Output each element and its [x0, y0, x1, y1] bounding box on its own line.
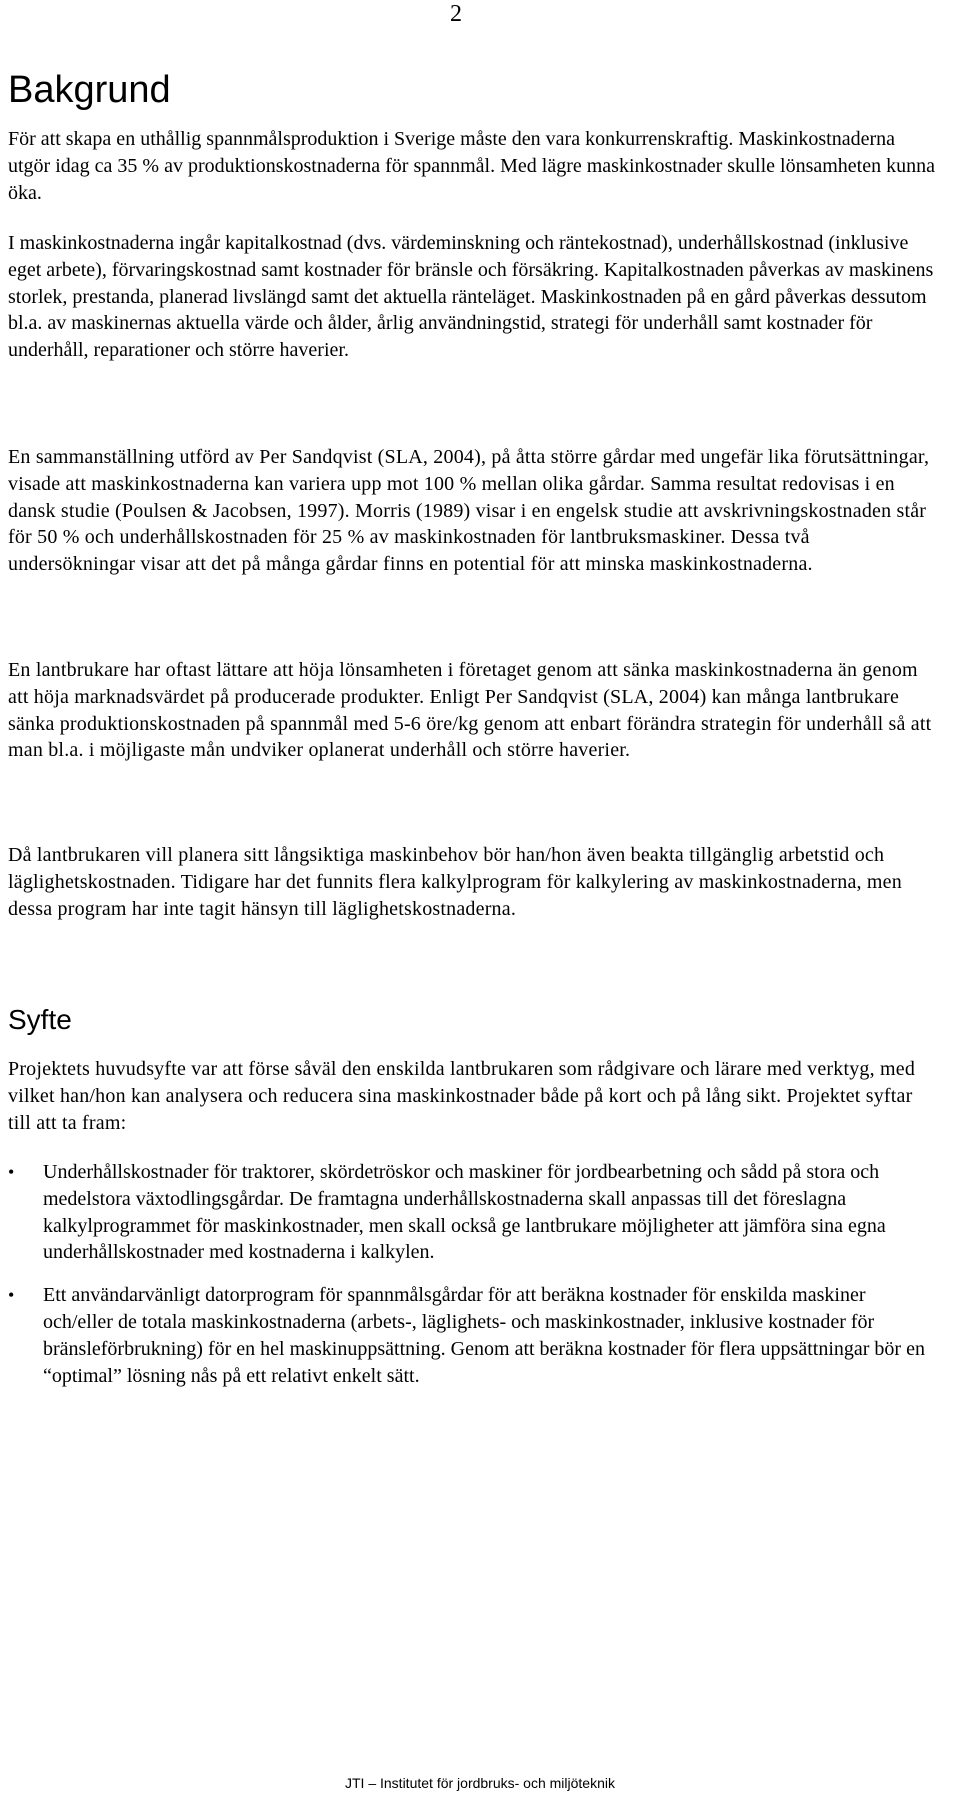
syfte-intro: Projektets huvudsyfte var att förse såväl den enskilda lantbrukaren som rådgivare och lärare med verktyg, med vilket han/hon kan analysera och reducera sina maskinkostnader både på kort och på lång sikt. Projektet syftar till att ta fram:: [8, 1058, 916, 1134]
paragraph-5: Då lantbrukaren vill planera sitt långsiktiga maskinbehov bör han/hon även beakta tillgänglig arbetstid och läglighetskostnaden. Tidigare har det funnits flera kalkylprogram för kalkylering av maskinkostnaderna, men dessa program har inte tagit hänsyn till läglighetskostnaderna.: [8, 844, 902, 920]
paragraph-1: För att skapa en uthållig spannmålsproduktion i Sverige måste den vara konkurrenskraftig. Maskinkostnaderna utgör idag ca 35 % av produktionskostnaderna för spannmål. Med lägre maskinkostnader skulle lönsamheten kunna öka.: [8, 128, 935, 204]
section-heading-bakgrund: Bakgrund: [8, 69, 171, 111]
section-heading-syfte: Syfte: [8, 1004, 72, 1035]
list-item-text: Ett användarvänligt datorprogram för spannmålsgårdar för att beräkna kostnader för enskilda maskiner och/eller de totala maskinkostnaderna (arbets-, läglighets- och maskinkostnader, inklusive kostnader för bränsleförbrukning) för en hel maskinuppsättning. Genom att beräkna kostnader för flera uppsättningar bör en “optimal” lösning nås på ett relativt enkelt sätt.: [43, 1284, 925, 1387]
list-item-text: Underhållskostnader för traktorer, skördetröskor och maskiner för jordbearbetning och sådd på stora och medelstora växtodlingsgårdar. De framtagna underhållskostnaderna skall anpassas till det föreslagna kalkylprogrammet för maskinkostnader, men skall också ge lantbrukare möjligheter att jämföra sina egna underhållskostnader med kostnaderna i kalkylen.: [43, 1161, 886, 1264]
bullet-icon: •: [8, 1162, 15, 1182]
paragraph-4: En lantbrukare har oftast lättare att höja lönsamheten i företaget genom att sänka maskinkostnaderna än genom att höja marknadsvärdet på producerade produkter. Enligt Per Sandqvist (SLA, 2004) kan många lantbrukare sänka produktionskostnaden på spannmål med 5-6 öre/kg genom att enbart förändra strategin för underhåll så att man bl.a. i möjligaste mån undviker oplanerat underhåll och större haverier.: [8, 659, 932, 762]
list-item: [0, 1159, 928, 1266]
list-item: [0, 1282, 928, 1389]
paragraph-2: I maskinkostnaderna ingår kapitalkostnad (dvs. värdeminskning och räntekostnad), underhållskostnad (inklusive eget arbete), förvaringskostnad samt kostnader för bränsle och försäkring. Kapitalkostnaden påverkas av maskinens storlek, prestanda, planerad livslängd samt det aktuella ränteläget. Maskinkostnaden på en gård påverkas dessutom bl.a. av maskinernas aktuella värde och ålder, årlig användningstid, strategi för underhåll samt kostnader för underhåll, reparationer och större haverier.: [8, 232, 934, 362]
page-number: 2: [450, 1, 462, 27]
paragraph-3: En sammanställning utförd av Per Sandqvist (SLA, 2004), på åtta större gårdar med ungefär lika förutsättningar, visade att maskinkostnaderna kan variera upp mot 100 % mellan olika gårdar. Samma resultat redovisas i en dansk studie (Poulsen & Jacobsen, 1997). Morris (1989) visar i en engelsk studie att avskrivningskostnaden står för 50 % och underhållskostnaden för 25 % av maskinkostnaden för lantbruksmaskiner. Dessa två undersökningar visar att det på många gårdar finns en potential för att minska maskinkostnaderna.: [8, 446, 930, 576]
footer-text: JTI – Institutet för jordbruks- och miljöteknik: [345, 1775, 615, 1791]
bullet-icon: •: [8, 1285, 15, 1306]
goal-list: [0, 1159, 960, 1389]
